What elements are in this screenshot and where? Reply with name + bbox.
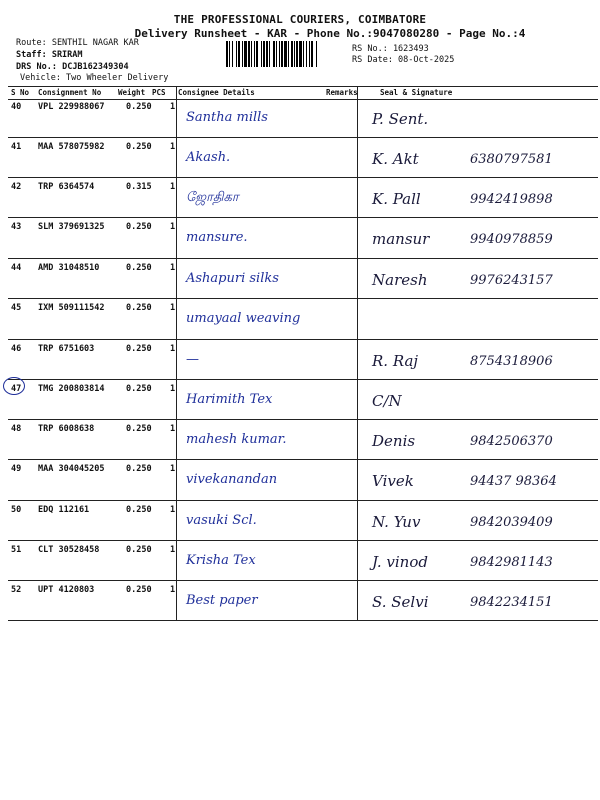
consignee-handwritten: umayaal weaving bbox=[186, 311, 301, 326]
col-pcs: PCS bbox=[152, 88, 166, 97]
col-weight: Weight bbox=[118, 88, 146, 97]
row-weight: 0.250 bbox=[126, 303, 152, 313]
consignee-handwritten: mahesh kumar. bbox=[186, 432, 287, 447]
col-sno: S No bbox=[11, 88, 30, 97]
row-weight: 0.250 bbox=[126, 464, 152, 474]
barcode-image bbox=[226, 41, 348, 67]
phone-handwritten: 9842039409 bbox=[470, 515, 553, 530]
signature-handwritten: C/N bbox=[372, 392, 402, 410]
row-sno: 50 bbox=[11, 505, 22, 515]
table-row bbox=[8, 218, 598, 259]
signature-handwritten: Vivek bbox=[372, 472, 414, 490]
row-pcs: 1 bbox=[170, 263, 176, 273]
table-row bbox=[8, 501, 598, 541]
signature-handwritten: N. Yuv bbox=[372, 513, 421, 531]
consignee-handwritten: Harimith Tex bbox=[186, 392, 273, 407]
table-row bbox=[8, 541, 598, 581]
row-pcs: 1 bbox=[170, 384, 176, 394]
consignee-handwritten: Best paper bbox=[186, 593, 258, 608]
staff-text: Staff: SRIRAM bbox=[16, 50, 83, 60]
row-weight: 0.315 bbox=[126, 182, 152, 192]
signature-handwritten: Naresh bbox=[372, 271, 428, 289]
row-weight: 0.250 bbox=[126, 344, 152, 354]
row-consignment: SLM 379691325 bbox=[38, 222, 105, 232]
row-47-circle-mark bbox=[3, 377, 25, 395]
table-row bbox=[8, 581, 598, 621]
row-pcs: 1 bbox=[170, 585, 176, 595]
consignee-handwritten: ஜோதிகா bbox=[186, 190, 239, 205]
row-sno: 51 bbox=[11, 545, 22, 555]
phone-handwritten: 6380797581 bbox=[470, 152, 553, 167]
row-sno: 45 bbox=[11, 303, 22, 313]
signature-handwritten: J. vinod bbox=[372, 553, 428, 571]
signature-handwritten: K. Pall bbox=[372, 190, 421, 208]
phone-handwritten: 8754318906 bbox=[470, 354, 553, 369]
row-weight: 0.250 bbox=[126, 102, 152, 112]
row-sno: 48 bbox=[11, 424, 22, 434]
row-sno: 47 bbox=[11, 384, 22, 394]
table-row bbox=[8, 98, 598, 138]
row-weight: 0.250 bbox=[126, 505, 152, 515]
table-row bbox=[8, 299, 598, 340]
signature-handwritten: Denis bbox=[372, 432, 416, 450]
rs-date: RS Date: 08-Oct-2025 bbox=[352, 55, 455, 65]
consignee-handwritten: Akash. bbox=[186, 150, 231, 165]
table-row bbox=[8, 420, 598, 460]
signature-handwritten: K. Akt bbox=[372, 150, 419, 168]
drs-number bbox=[16, 62, 129, 72]
consignee-handwritten: — bbox=[186, 352, 199, 367]
row-pcs: 1 bbox=[170, 142, 176, 152]
row-pcs: 1 bbox=[170, 545, 176, 555]
consignee-handwritten: Santha mills bbox=[186, 110, 268, 125]
row-consignment: MAA 304045205 bbox=[38, 464, 105, 474]
phone-handwritten: 9842506370 bbox=[470, 434, 553, 449]
consignee-handwritten: vasuki Scl. bbox=[186, 513, 257, 528]
phone-handwritten: 94437 98364 bbox=[470, 474, 557, 489]
phone-handwritten: 9942419898 bbox=[470, 192, 553, 207]
row-weight: 0.250 bbox=[126, 384, 152, 394]
company-title: THE PROFESSIONAL COURIERS, COIMBATORE bbox=[173, 13, 427, 26]
row-consignment: IXM 509111542 bbox=[38, 303, 105, 313]
row-sno: 46 bbox=[11, 344, 22, 354]
row-consignment: EDQ 112161 bbox=[38, 505, 90, 515]
row-sno: 40 bbox=[11, 102, 22, 112]
table-row bbox=[8, 460, 598, 501]
phone-handwritten: 9940978859 bbox=[470, 232, 553, 247]
row-sno: 44 bbox=[11, 263, 22, 273]
row-pcs: 1 bbox=[170, 222, 176, 232]
row-pcs: 1 bbox=[170, 424, 176, 434]
row-weight: 0.250 bbox=[126, 585, 152, 595]
row-consignment: TRP 6364574 bbox=[38, 182, 95, 192]
row-pcs: 1 bbox=[170, 464, 176, 474]
table-row bbox=[8, 380, 598, 420]
phone-handwritten: 9842234151 bbox=[470, 595, 553, 610]
signature-handwritten: R. Raj bbox=[372, 352, 419, 370]
consignee-handwritten: vivekanandan bbox=[186, 472, 278, 487]
row-weight: 0.250 bbox=[126, 545, 152, 555]
drs-label: DRS No.: bbox=[16, 62, 57, 72]
signature-handwritten: mansur bbox=[372, 230, 430, 248]
row-consignment: TMG 200803814 bbox=[38, 384, 105, 394]
runsheet-title: Delivery Runsheet - KAR - Phone No.:9047080280 - Page No.:4 bbox=[134, 27, 526, 40]
table-row bbox=[8, 138, 598, 178]
phone-handwritten: 9976243157 bbox=[470, 273, 553, 288]
drs-value: DCJB162349304 bbox=[62, 62, 129, 72]
consignee-handwritten: Krisha Tex bbox=[186, 553, 256, 568]
row-pcs: 1 bbox=[170, 182, 176, 192]
row-sno: 52 bbox=[11, 585, 22, 595]
row-sno: 43 bbox=[11, 222, 22, 232]
table-row bbox=[8, 178, 598, 218]
row-sno: 41 bbox=[11, 142, 22, 152]
col-consignment: Consignment No bbox=[38, 88, 102, 97]
route-text: Route: SENTHIL NAGAR KAR bbox=[16, 38, 139, 48]
row-consignment: UPT 4120803 bbox=[38, 585, 95, 595]
row-sno: 42 bbox=[11, 182, 22, 192]
phone-handwritten: 9842981143 bbox=[470, 555, 553, 570]
row-pcs: 1 bbox=[170, 505, 176, 515]
row-weight: 0.250 bbox=[126, 263, 152, 273]
row-weight: 0.250 bbox=[126, 424, 152, 434]
row-consignment: TRP 6751603 bbox=[38, 344, 95, 354]
consignee-handwritten: mansure. bbox=[186, 230, 248, 245]
signature-handwritten: S. Selvi bbox=[372, 593, 429, 611]
row-consignment: CLT 30528458 bbox=[38, 545, 100, 555]
table-row bbox=[8, 340, 598, 380]
col-remarks: Remarks bbox=[326, 88, 358, 97]
rs-number: RS No.: 1623493 bbox=[352, 44, 429, 54]
row-weight: 0.250 bbox=[126, 142, 152, 152]
row-pcs: 1 bbox=[170, 303, 176, 313]
row-consignment: TRP 6008638 bbox=[38, 424, 95, 434]
col-seal-signature: Seal & Signature bbox=[380, 88, 453, 97]
row-sno: 49 bbox=[11, 464, 22, 474]
row-consignment: VPL 229988067 bbox=[38, 102, 105, 112]
row-pcs: 1 bbox=[170, 102, 176, 112]
row-pcs: 1 bbox=[170, 344, 176, 354]
vehicle-text: Vehicle: Two Wheeler Delivery bbox=[20, 73, 169, 83]
consignee-handwritten: Ashapuri silks bbox=[186, 271, 279, 286]
col-consignee: Consignee Details bbox=[178, 88, 255, 97]
row-weight: 0.250 bbox=[126, 222, 152, 232]
signature-handwritten: P. Sent. bbox=[372, 110, 429, 128]
row-consignment: MAA 578075982 bbox=[38, 142, 105, 152]
table-row bbox=[8, 259, 598, 299]
row-consignment: AMD 31048510 bbox=[38, 263, 100, 273]
